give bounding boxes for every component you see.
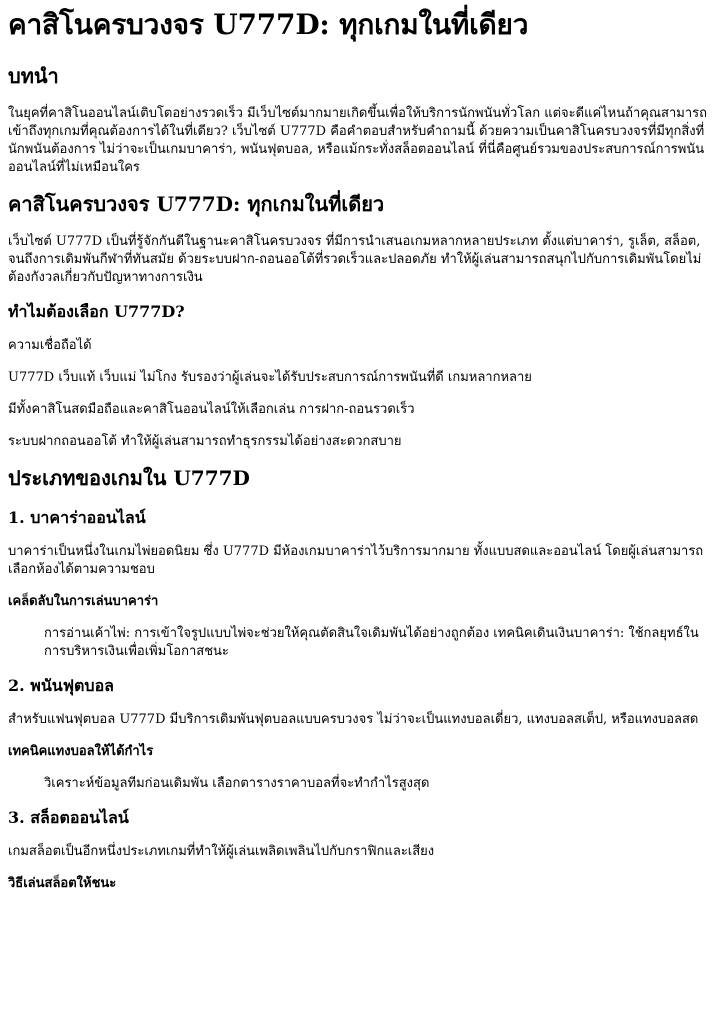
football-heading: 2. พนันฟุตบอล xyxy=(8,676,114,695)
intro-heading: บทนำ xyxy=(8,64,59,88)
overview-paragraph: เว็บไซต์ U777D เป็นที่รู้จักกันดีในฐานะคาสิโนครบวงจร ที่มีการนำเสนอเกมหลากหลายประเภท ตั้งแต่บาคาร่า, รูเล็ต, สล็อต, จนถึงการเดิมพันกีฬาที่ทันสมัย ด้วยระบบฝาก-ถอนออโต้ที่รวดเร็วและปลอดภัย ทำให้ผู้เล่นสามารถสนุกไปกับการเดิมพันโดยไม่ต้องกังวลเกี่ยวกับปัญหาทางการเงิน xyxy=(8,234,702,285)
intro-section xyxy=(8,63,712,177)
list-item: วิเคราะห์ข้อมูลทีมก่อนเดิมพัน เลือกตารางราคาบอลที่จะทำกำไรสูงสุด xyxy=(44,776,430,791)
baccarat-paragraph: บาคาร่าเป็นหนึ่งในเกมไพ่ยอดนิยม ซึ่ง U777D มีห้องเกมบาคาร่าไว้บริการมากมาย ทั้งแบบสดและออนไลน์ โดยผู้เล่นสามารถเลือกห้องได้ตามความชอบ xyxy=(8,544,704,577)
game-types-heading: ประเภทของเกมใน U777D xyxy=(8,466,250,490)
reason-item: U777D เว็บแท้ เว็บแม่ ไม่โกง รับรองว่าผู้เล่นจะได้รับประสบการณ์การพนันที่ดี เกมหลากหลาย xyxy=(8,370,532,385)
slots-heading: 3. สล็อตออนไลน์ xyxy=(8,808,129,827)
list-item: การอ่านเค้าไพ่: การเข้าใจรูปแบบไพ่จะช่วยให้คุณตัดสินใจเดิมพันได้อย่างถูกต้อง เทคนิคเดินเงินบาคาร่า: ใช้กลยุทธ์ในการบริหารเงินเพื่อเพิ่มโอกาสชนะ xyxy=(44,626,699,659)
overview-section xyxy=(8,191,712,451)
baccarat-tips-heading: เคล็ดลับในการเล่นบาคาร่า xyxy=(8,594,159,609)
game-types-section xyxy=(8,465,712,893)
page-title: คาสิโนครบวงจร U777D: ทุกเกมในที่เดียว xyxy=(8,8,529,41)
football-tips-heading: เทคนิคแทงบอลให้ได้กำไร xyxy=(8,744,154,759)
baccarat-heading: 1. บาคาร่าออนไลน์ xyxy=(8,508,146,527)
reason-item: มีทั้งคาสิโนสดมือถือและคาสิโนออนไลน์ให้เลือกเล่น การฝาก-ถอนรวดเร็ว xyxy=(8,402,415,417)
slots-tips-heading: วิธีเล่นสล็อตให้ชนะ xyxy=(8,876,117,891)
slots-paragraph: เกมสล็อตเป็นอีกหนึ่งประเภทเกมที่ทำให้ผู้เล่นเพลิดเพลินไปกับกราฟิกและเสียง xyxy=(8,844,435,859)
overview-heading: คาสิโนครบวงจร U777D: ทุกเกมในที่เดียว xyxy=(8,192,385,216)
baccarat-tips-list xyxy=(8,625,712,661)
reason-item: ระบบฝากถอนออโต้ ทำให้ผู้เล่นสามารถทำธุรกรรมได้อย่างสะดวกสบาย xyxy=(8,434,402,449)
why-choose-heading: ทำไมต้องเลือก U777D? xyxy=(8,302,185,321)
reason-item: ความเชื่อถือได้ xyxy=(8,338,92,353)
intro-paragraph: ในยุคที่คาสิโนออนไลน์เติบโตอย่างรวดเร็ว มีเว็บไซต์มากมายเกิดขึ้นเพื่อให้บริการนักพนันทั่วโลก แต่จะดีแค่ไหนถ้าคุณสามารถเข้าถึงทุกเกมที่คุณต้องการได้ในที่เดียว? เว็บไซต์ U777D คือคำตอบสำหรับคำถามนี้ ด้วยความเป็นคาสิโนครบวงจรที่มีทุกสิ่งที่นักพนันต้องการ ไม่ว่าจะเป็นเกมบาคาร่า, พนันฟุตบอล, หรือแม้กระทั่งสล็อตออนไลน์ ที่นี่คือศูนย์รวมของประสบการณ์การพนันออนไลน์ที่ไม่เหมือนใคร xyxy=(8,106,708,175)
football-paragraph: สำหรับแฟนฟุตบอล U777D มีบริการเดิมพันฟุตบอลแบบครบวงจร ไม่ว่าจะเป็นแทงบอลเดี่ยว, แทงบอลสเต็ป, หรือแทงบอลสด xyxy=(8,712,699,727)
football-tips-list xyxy=(8,775,712,793)
